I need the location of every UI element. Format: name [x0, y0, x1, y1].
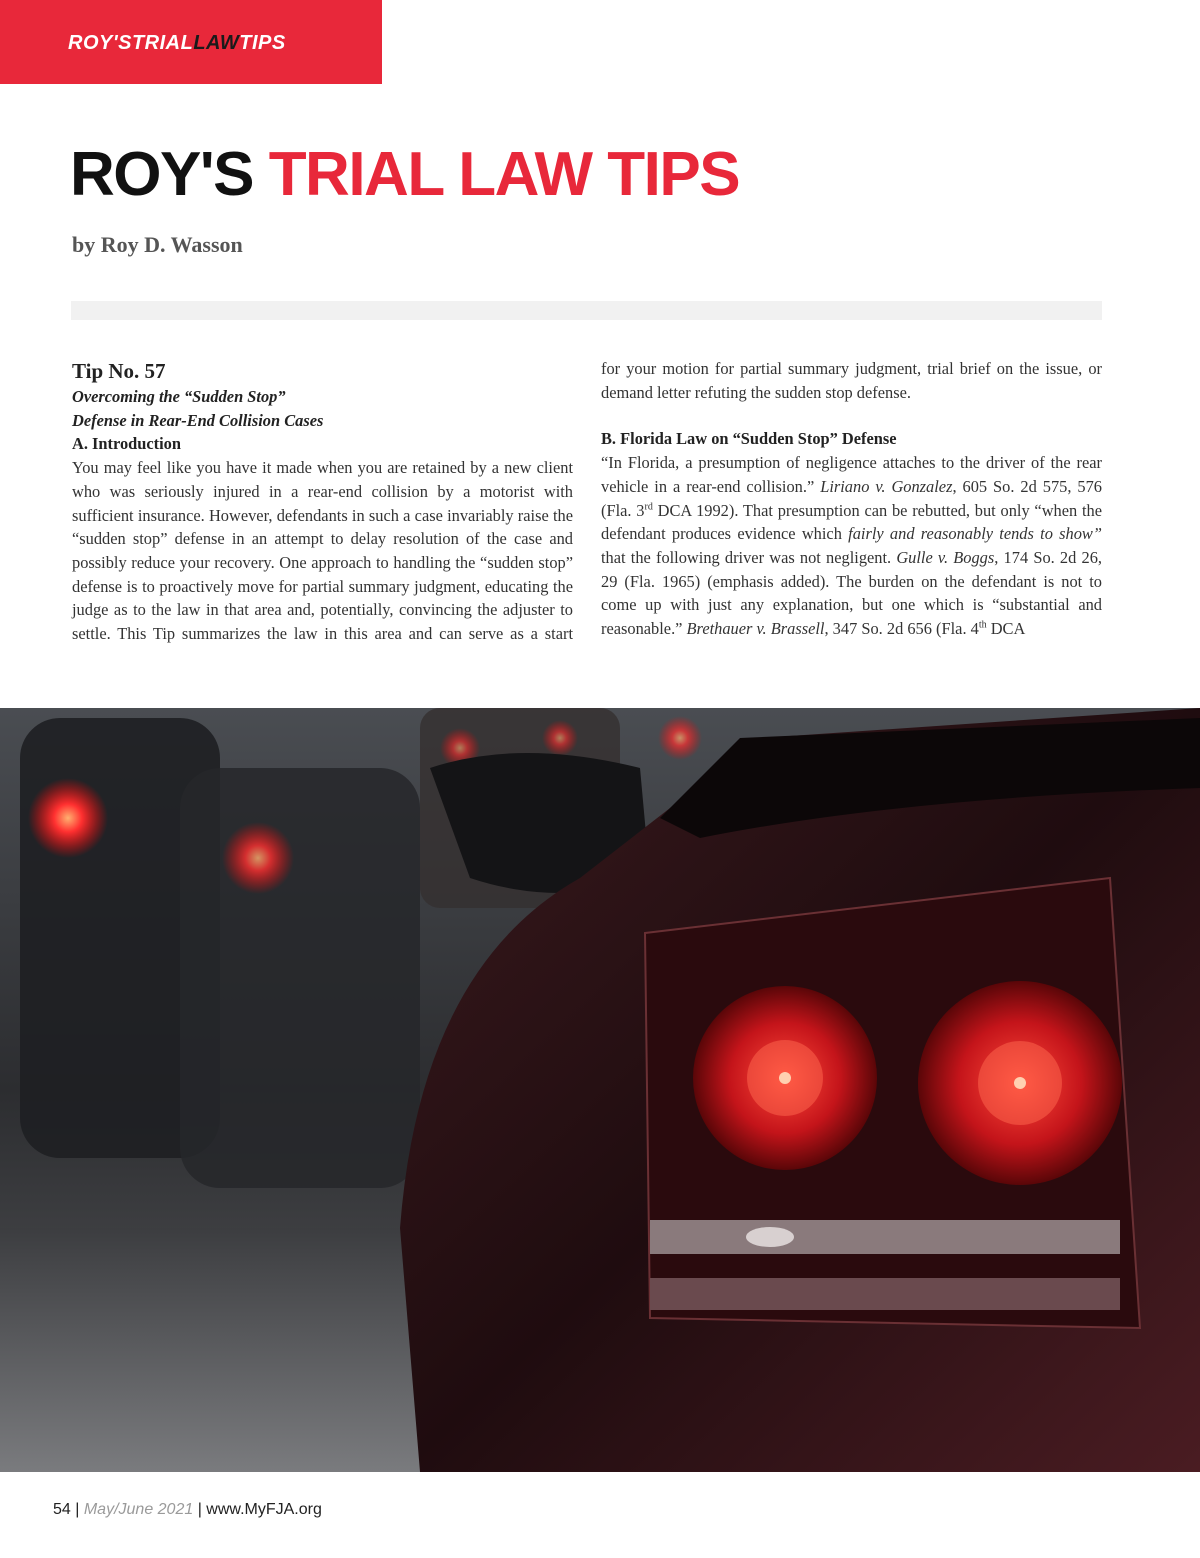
right-column — [601, 357, 1102, 641]
tab-text-tips: TIPS — [239, 32, 286, 54]
tab-text-roys: ROY'S — [68, 32, 132, 54]
page-number: 54 — [53, 1501, 71, 1518]
text-run: that the following driver was not negligent. — [601, 547, 897, 567]
website: www.MyFJA.org — [206, 1501, 322, 1518]
left-column — [72, 357, 573, 646]
divider-bar — [71, 301, 1102, 320]
text-run: , 174 So. 2d 26, 29 (Fla. 1965) (emphasis added). The burden on the defendant is not to come up with just any explanation, but one which is “substantial and reasonable.” — [601, 547, 1102, 639]
separator: | — [193, 1501, 207, 1518]
subtitle-line-2: Defense in Rear-End Collision Cases — [72, 410, 324, 430]
title-red: TRIAL LAW TIPS — [268, 140, 740, 209]
section-b-heading: B. Florida Law on “Sudden Stop” Defense — [601, 429, 897, 449]
tab-text-law: LAW — [193, 32, 240, 54]
subtitle-line-1: Overcoming the “Sudden Stop” — [72, 387, 286, 406]
continuation-text: for your motion for partial summary judgment, trial brief on the issue, or demand letter refuting the sudden stop defense. — [601, 359, 1102, 402]
title-dark: ROY'S — [70, 140, 253, 209]
ordinal-suffix: th — [978, 619, 987, 631]
emphasis-text: fairly and reasonably tends to show” — [848, 524, 1102, 544]
section-b-text — [601, 451, 1102, 641]
tip-number: Tip No. 57 — [72, 359, 166, 383]
text-run: , 347 So. 2d 656 (Fla. 4 — [824, 619, 979, 639]
text-run: DCA 1992). That presumption can be rebutted, but only “when the defendant produces evidence which — [601, 500, 1103, 544]
page-title — [70, 140, 739, 210]
ordinal-suffix: rd — [644, 501, 653, 513]
case-citation: Gulle v. Boggs — [896, 547, 995, 567]
section-a-text: You may feel like you have it made when you are retained by a new client who was seriously injured in a rear-end collision by a motorist with sufficient insurance. However, defendants in such a case invariably raise the “sudden stop” defense in an attempt to delay resolution of the case and possibly reduce your recovery. One approach to handling the “sudden stop” defense is to proactively move for partial summary judgment, educating the judge as to the law in that area and, potentially, convincing the adjuster to settle. This Tip summarizes the law in this area and can serve as a start — [72, 458, 573, 644]
page-footer — [53, 1501, 322, 1519]
issue-date: May/June 2021 — [83, 1501, 194, 1518]
section-a-heading: A. Introduction — [72, 434, 181, 454]
text-run: “In Florida, a presumption of negligence attaches to the driver of the rear vehicle in a rear-end collision.” — [601, 453, 1102, 496]
separator: | — [70, 1501, 84, 1518]
tab-text-trial: TRIAL — [131, 32, 194, 54]
text-run: DCA — [986, 619, 1026, 639]
photo-illustration — [0, 708, 1200, 1472]
case-citation: Brethauer v. Brassell — [686, 619, 825, 639]
section-tab — [0, 0, 382, 84]
text-run: , 605 So. 2d 575, 576 (Fla. 3 — [601, 476, 1102, 520]
car-taillight-photo — [0, 708, 1200, 1472]
case-citation: Liriano v. Gonzalez — [820, 476, 953, 496]
byline: by Roy D. Wasson — [72, 232, 243, 257]
